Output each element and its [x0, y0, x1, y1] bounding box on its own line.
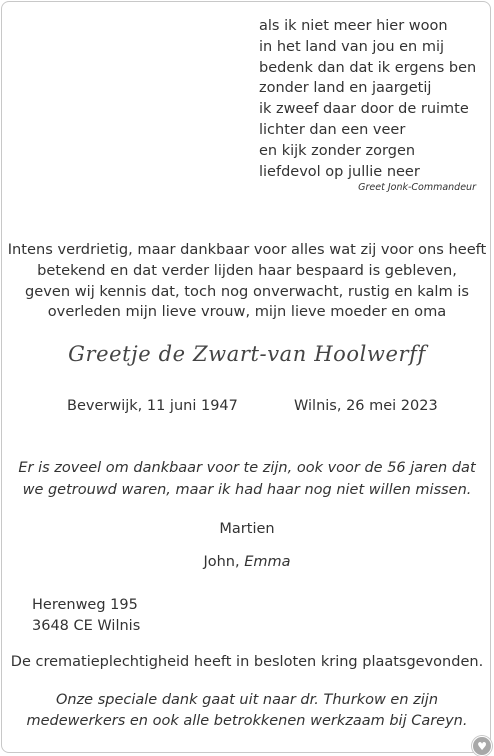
poem-line: als ik niet meer hier woon — [259, 18, 448, 34]
announcement-line: geven wij kennis dat, toch nog onverwacht, rustig en kalm is — [24, 282, 470, 300]
announcement-line: Intens verdrietig, maar dankbaar voor alles wat zij voor ons heeft — [7, 241, 487, 258]
address-street: Herenweg 195 — [32, 597, 138, 613]
announcement-line: betekend en dat verder lijden haar bespaard is gebleven, — [37, 261, 457, 279]
child-name: John, — [203, 554, 245, 570]
gratitude-line: Er is zoveel om dankbaar voor te zijn, ook voor de 56 jaren dat — [18, 460, 476, 476]
heart-icon[interactable]: ♥ — [472, 736, 492, 756]
poem-line: ik zweef daar door de ruimte — [259, 101, 469, 118]
signer-name: Martien — [219, 521, 275, 537]
thanks-line: Onze speciale dank gaat uit naar dr. Thurkow en zijn — [55, 692, 439, 708]
poem — [259, 16, 484, 182]
birth-date: Beverwijk, 11 juni 1947 — [67, 398, 238, 414]
address-city: 3648 CE Wilnis — [32, 618, 141, 634]
ceremony-notice: De crematieplechtigheid heeft in besloten kring plaatsgevonden. — [10, 654, 484, 670]
announcement-text — [0, 240, 494, 323]
poem-line: en kijk zonder zorgen — [259, 142, 416, 159]
children-names — [0, 554, 494, 570]
deceased-name: Greetje de Zwart-van Hoolwerff — [68, 342, 426, 366]
poem-line: in het land van jou en mij — [259, 38, 445, 55]
death-date: Wilnis, 26 mei 2023 — [294, 398, 438, 414]
poem-line: lichter dan een veer — [259, 121, 406, 138]
poem-line: zonder land en jaargetij — [259, 80, 432, 97]
poem-author: Greet Jonk-Commandeur — [358, 182, 476, 193]
thanks-text — [0, 690, 494, 732]
poem-line: liefdevol op jullie neer — [259, 163, 420, 180]
child-partner-name: Emma — [244, 554, 291, 570]
gratitude-line: we getrouwd waren, maar ik had haar nog niet willen missen. — [22, 481, 472, 498]
correspondence-address — [32, 595, 140, 637]
thanks-line: medewerkers en ook alle betrokkenen werkzaam bij Careyn. — [26, 713, 468, 729]
announcement-line: overleden mijn lieve vrouw, mijn lieve moeder en oma — [47, 303, 447, 321]
gratitude-text — [0, 458, 494, 501]
poem-line: bedenk dan dat ik ergens ben — [259, 59, 477, 76]
